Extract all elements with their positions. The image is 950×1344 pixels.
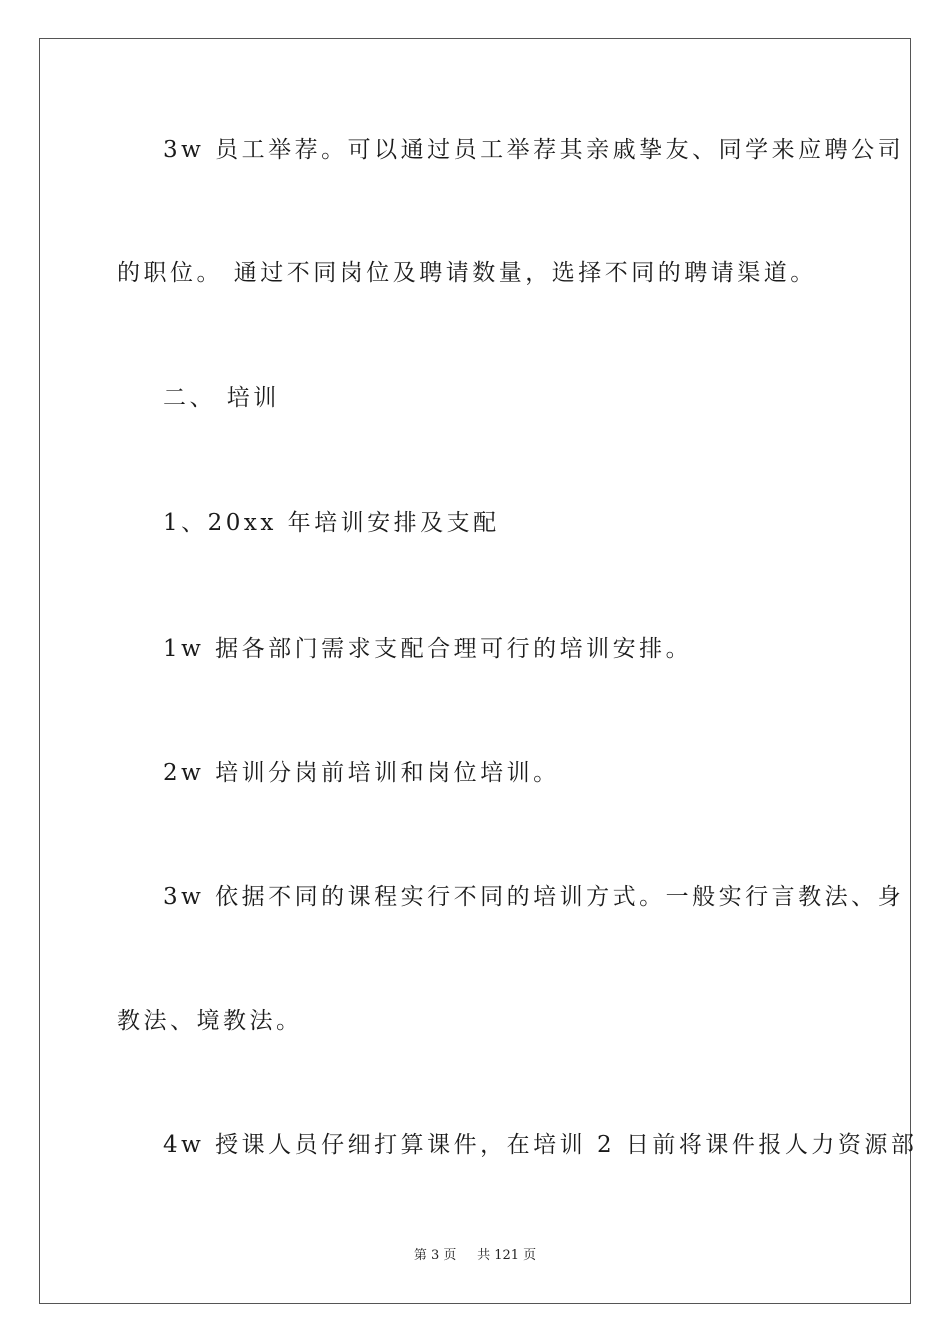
subsection-heading: 1、20xx 年培训安排及支配	[163, 510, 500, 536]
paragraph-1-continued: 的职位。 通过不同岗位及聘请数量，选择不同的聘请渠道。	[117, 260, 817, 286]
total-pages: 共 121 页	[477, 1248, 537, 1263]
paragraph-3: 2w 培训分岗前培训和岗位培训。	[163, 760, 560, 786]
page-footer	[0, 1247, 950, 1265]
page-number: 第 3 页	[413, 1248, 457, 1263]
page-border	[39, 38, 911, 1304]
paragraph-1: 3w 员工举荐。可以通过员工举荐其亲戚挚友、同学来应聘公司	[163, 137, 905, 163]
section-heading-training: 二、 培训	[163, 385, 280, 411]
paragraph-5: 4w 授课人员仔细打算课件，在培训 2 日前将课件报人力资源部	[163, 1132, 918, 1158]
paragraph-4: 3w 依据不同的课程实行不同的培训方式。一般实行言教法、身	[163, 884, 905, 910]
footer-gap	[461, 1248, 473, 1263]
paragraph-4-continued: 教法、境教法。	[117, 1008, 303, 1034]
paragraph-2: 1w 据各部门需求支配合理可行的培训安排。	[163, 636, 693, 662]
